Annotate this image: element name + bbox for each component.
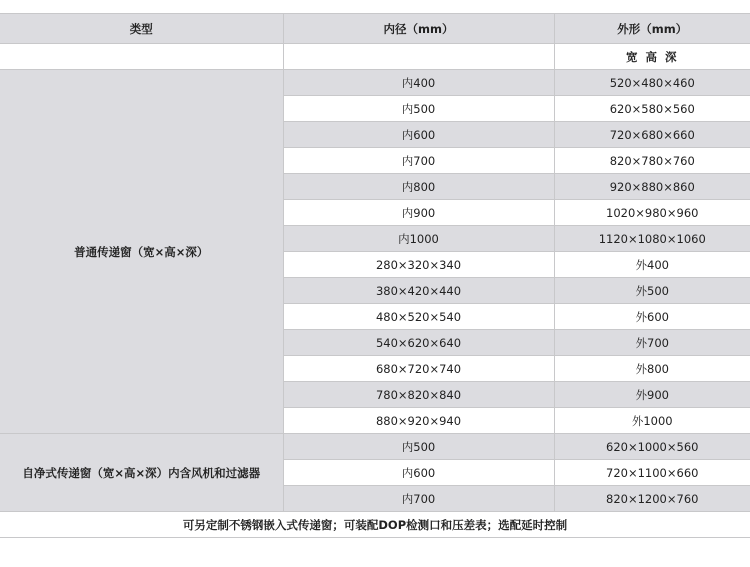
outer-shape-cell: 1020×980×960	[554, 200, 750, 226]
subheader-blank	[283, 44, 554, 70]
inner-diameter-cell: 880×920×940	[283, 408, 554, 434]
header-inner-diameter: 内径（mm）	[283, 14, 554, 44]
outer-shape-cell: 720×680×660	[554, 122, 750, 148]
outer-shape-cell: 820×1200×760	[554, 486, 750, 512]
subheader-outer-dims: 宽 高 深	[554, 44, 750, 70]
inner-diameter-cell: 780×820×840	[283, 382, 554, 408]
type-cell: 普通传递窗（宽×高×深）	[0, 70, 283, 434]
outer-shape-cell: 外600	[554, 304, 750, 330]
table-row	[0, 434, 750, 460]
outer-shape-cell: 920×880×860	[554, 174, 750, 200]
footer-row	[0, 512, 750, 538]
outer-shape-cell: 外500	[554, 278, 750, 304]
outer-shape-cell: 820×780×760	[554, 148, 750, 174]
inner-diameter-cell: 480×520×540	[283, 304, 554, 330]
outer-shape-cell: 620×1000×560	[554, 434, 750, 460]
outer-shape-cell: 外700	[554, 330, 750, 356]
inner-diameter-cell: 540×620×640	[283, 330, 554, 356]
table-row	[0, 70, 750, 96]
subheader-row	[0, 44, 750, 70]
inner-diameter-cell: 内400	[283, 70, 554, 96]
outer-shape-cell: 520×480×460	[554, 70, 750, 96]
inner-diameter-cell: 内1000	[283, 226, 554, 252]
inner-diameter-cell: 680×720×740	[283, 356, 554, 382]
type-cell: 自净式传递窗（宽×高×深）内含风机和过滤器	[0, 434, 283, 512]
inner-diameter-cell: 内700	[283, 148, 554, 174]
footer-note: 可另定制不锈钢嵌入式传递窗；可装配DOP检测口和压差表；选配延时控制	[0, 512, 750, 538]
inner-diameter-cell: 内500	[283, 96, 554, 122]
outer-shape-cell: 外400	[554, 252, 750, 278]
inner-diameter-cell: 内700	[283, 486, 554, 512]
subheader-blank	[0, 44, 283, 70]
outer-shape-cell: 1120×1080×1060	[554, 226, 750, 252]
inner-diameter-cell: 280×320×340	[283, 252, 554, 278]
outer-shape-cell: 620×580×560	[554, 96, 750, 122]
inner-diameter-cell: 内500	[283, 434, 554, 460]
inner-diameter-cell: 380×420×440	[283, 278, 554, 304]
inner-diameter-cell: 内600	[283, 460, 554, 486]
outer-shape-cell: 外1000	[554, 408, 750, 434]
pass-box-spec-table	[0, 13, 750, 538]
header-type: 类型	[0, 14, 283, 44]
inner-diameter-cell: 内600	[283, 122, 554, 148]
outer-shape-cell: 外900	[554, 382, 750, 408]
inner-diameter-cell: 内800	[283, 174, 554, 200]
inner-diameter-cell: 内900	[283, 200, 554, 226]
outer-shape-cell: 720×1100×660	[554, 460, 750, 486]
header-outer-shape: 外形（mm）	[554, 14, 750, 44]
table-header-row	[0, 14, 750, 44]
outer-shape-cell: 外800	[554, 356, 750, 382]
